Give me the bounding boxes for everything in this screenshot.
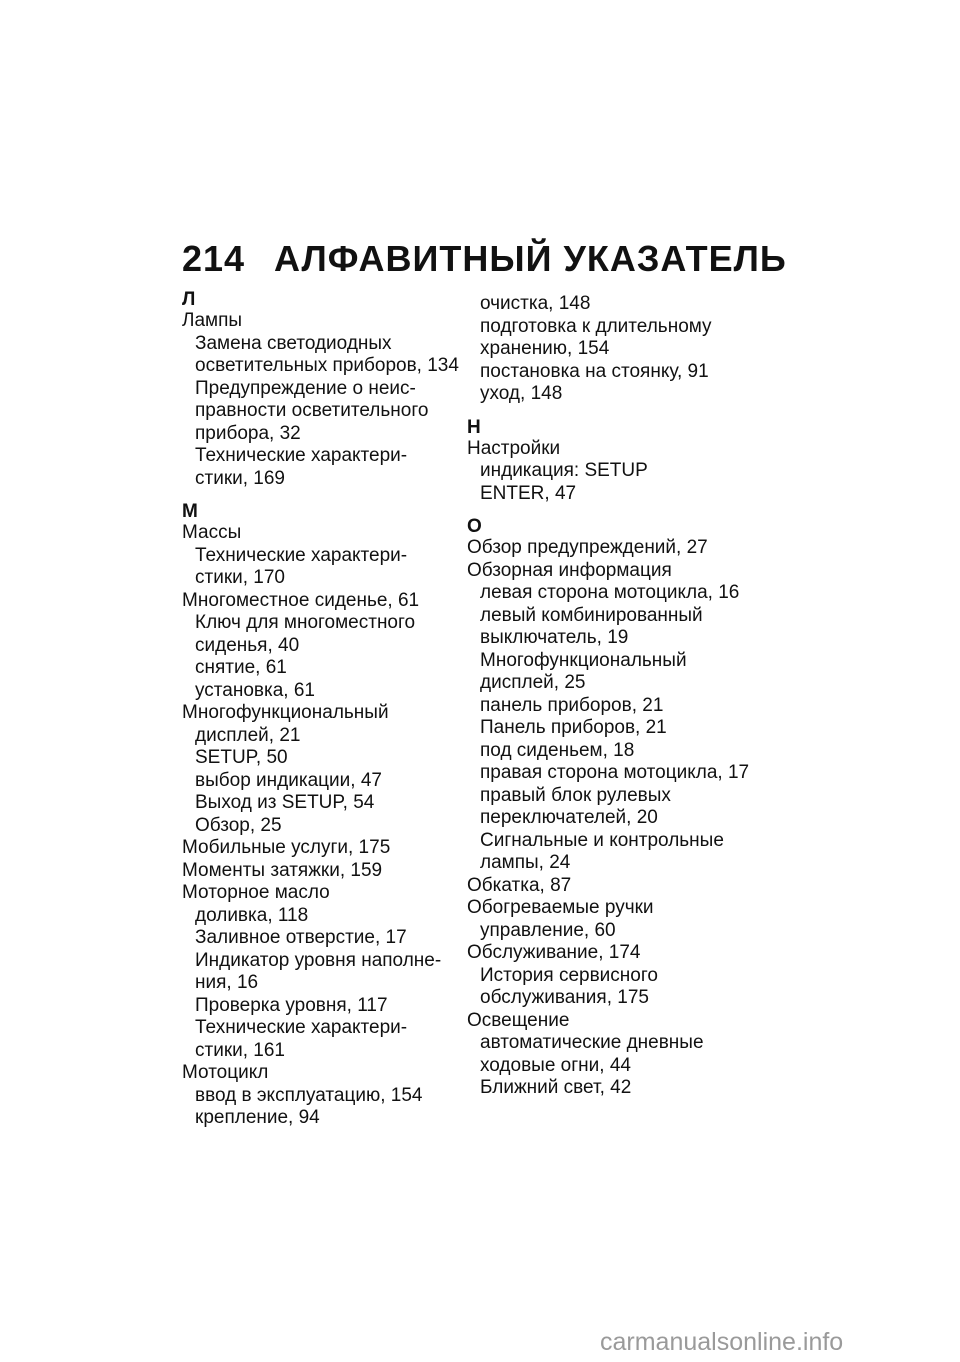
index-subentry: SETUP, 50 — [195, 747, 288, 768]
index-subentry: Замена светодиодных — [195, 332, 392, 354]
index-subentry: История сервисного — [480, 964, 658, 986]
index-subentry: подготовка к длительному — [480, 315, 712, 337]
index-subentry: стики, 170 — [195, 567, 285, 588]
index-subentry: под сиденьем, 18 — [480, 739, 635, 761]
index-subentry: выбор индикации, 47 — [195, 769, 382, 791]
index-subentry: установка, 61 — [195, 679, 315, 701]
index-subentry: очистка, 148 — [480, 293, 591, 314]
page-title: АЛФАВИТНЫЙ УКАЗАТЕЛЬ — [274, 238, 787, 279]
index-subentry: панель приборов, 21 — [480, 694, 664, 716]
index-entry: Обкатка, 87 — [467, 874, 572, 896]
index-subentry: левый комбинированный — [480, 604, 703, 626]
index-subentry: правый блок рулевых — [480, 784, 671, 806]
index-entry: Обслуживание, 174 — [467, 942, 641, 963]
index-subentry: Технические характери- — [195, 1017, 408, 1038]
index-subentry: дисплей, 21 — [195, 724, 301, 746]
index-subentry: правая сторона мотоцикла, 17 — [480, 762, 750, 783]
index-entry: Моменты затяжки, 159 — [182, 859, 383, 881]
index-letter-heading: М — [182, 501, 198, 522]
index-subentry: сиденья, 40 — [195, 634, 300, 656]
index-entry: Освещение — [467, 1009, 570, 1031]
index-subentry: стики, 161 — [195, 1039, 285, 1061]
index-subentry: обслуживания, 175 — [480, 987, 649, 1008]
index-entry: Многофункциональный — [182, 702, 389, 723]
index-subentry: доливка, 118 — [195, 904, 309, 926]
index-subentry: прибора, 32 — [195, 422, 301, 444]
index-subentry: Многофункциональный — [480, 649, 687, 671]
index-subentry: Предупреждение о неис- — [195, 377, 416, 399]
index-entry: Моторное масло — [182, 882, 330, 903]
index-subentry: автоматические дневные — [480, 1032, 704, 1053]
index-subentry: осветительных приборов, 134 — [195, 355, 459, 376]
index-entry: Обогреваемые ручки — [467, 897, 654, 918]
page-header — [182, 238, 787, 280]
index-entry: Многоместное сиденье, 61 — [182, 589, 420, 611]
index-letter-heading: Л — [182, 289, 196, 310]
index-subentry: ния, 16 — [195, 972, 259, 993]
index-subentry: снятие, 61 — [195, 657, 287, 678]
index-entry: Обзорная информация — [467, 559, 672, 581]
index-subentry: Технические характери- — [195, 445, 408, 466]
index-subentry: лампы, 24 — [480, 852, 571, 873]
index-subentry: Заливное отверстие, 17 — [195, 927, 407, 948]
page-number: 214 — [182, 238, 246, 279]
index-subentry: Панель приборов, 21 — [480, 717, 667, 738]
index-subentry: индикация: SETUP — [480, 460, 648, 481]
index-subentry: правности осветительного — [195, 400, 429, 421]
index-subentry: выключатель, 19 — [480, 627, 629, 648]
index-subentry: ввод в эксплуатацию, 154 — [195, 1084, 423, 1106]
index-entry: Настройки — [467, 437, 561, 459]
index-subentry: стики, 169 — [195, 467, 285, 489]
index-entry: Мобильные услуги, 175 — [182, 837, 391, 858]
index-column-right — [467, 293, 757, 1100]
index-subentry: уход, 148 — [480, 383, 563, 404]
index-subentry: дисплей, 25 — [480, 672, 586, 693]
index-subentry: Сигнальные и контрольные — [480, 829, 724, 851]
index-entry: Обзор предупреждений, 27 — [467, 537, 708, 558]
index-subentry: левая сторона мотоцикла, 16 — [480, 582, 740, 603]
index-entry: Массы — [182, 522, 242, 543]
index-subentry: управление, 60 — [480, 919, 616, 941]
index-subentry: крепление, 94 — [195, 1107, 320, 1128]
index-subentry: Ключ для многоместного — [195, 612, 416, 633]
index-subentry: переключателей, 20 — [480, 807, 658, 828]
index-column-left — [182, 290, 460, 1130]
index-subentry: постановка на стоянку, 91 — [480, 360, 709, 382]
index-letter-heading: Н — [467, 416, 481, 438]
index-entry: Лампы — [182, 310, 243, 331]
index-subentry: хранению, 154 — [480, 338, 610, 359]
watermark: carmanualsonline.info — [600, 1328, 844, 1356]
index-subentry: ходовые огни, 44 — [480, 1054, 631, 1076]
index-subentry: Обзор, 25 — [195, 814, 282, 836]
index-subentry: Индикатор уровня наполне- — [195, 949, 442, 971]
index-subentry: Ближний свет, 42 — [480, 1077, 632, 1098]
index-subentry: Выход из SETUP, 54 — [195, 792, 375, 813]
index-subentry: Технические характери- — [195, 544, 408, 566]
index-letter-heading: О — [467, 516, 482, 537]
index-entry: Мотоцикл — [182, 1062, 269, 1083]
index-subentry: ENTER, 47 — [480, 482, 577, 504]
index-subentry: Проверка уровня, 117 — [195, 994, 388, 1016]
